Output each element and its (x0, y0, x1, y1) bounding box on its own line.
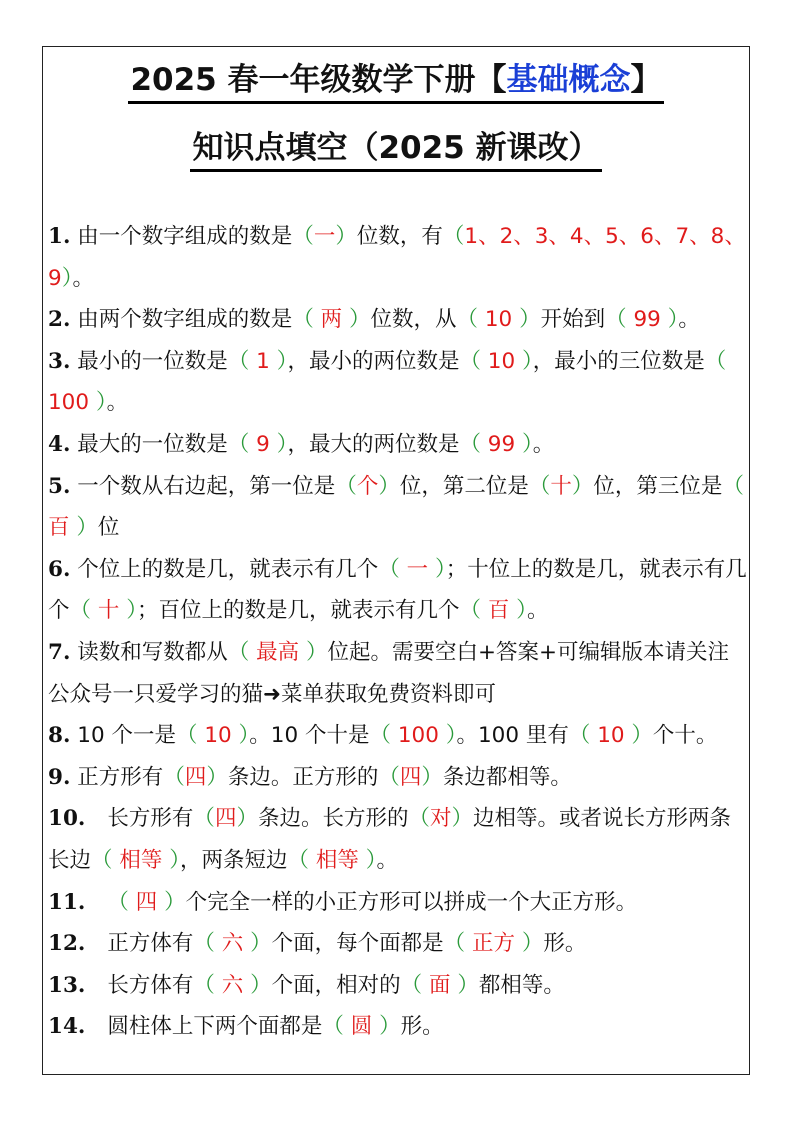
answer: 圆 (350, 1014, 373, 1040)
answer: 四 (135, 889, 158, 915)
question-text: 个完全一样的小正方形可以拼成一个大正方形。 (185, 889, 638, 915)
question-text: 都相等。 (478, 972, 565, 998)
question-number: 14. (48, 1014, 86, 1040)
question-8: 8. 10 个一是（ 10 ）。10 个十是（ 100 ）。100 里有（ 10 ）个十。 (48, 723, 718, 749)
answer: 10 (204, 723, 232, 749)
answer: 十 (97, 598, 120, 624)
title-suffix: 】 (630, 62, 662, 98)
question-6: 6. 个位上的数是几，就表示有几个（ 一 ）；十位上的数是几，就表示有几个（ 十 ）；百位上的数是几，就表示有几个（ 百 ）。 (48, 556, 747, 624)
question-text: 开始到 (540, 307, 606, 333)
question-number: 5. (48, 473, 71, 499)
question-text: ，最大的两位数是 (287, 431, 460, 457)
question-13: 13. 长方体有（ 六 ）个面，相对的（ 面 ）都相等。 (48, 972, 565, 998)
question-12: 12. 正方体有（ 六 ）个面，每个面都是（ 正方 ）形。 (48, 931, 587, 957)
question-number: 8. (48, 723, 71, 749)
question-text: 由两个数字组成的数是 (77, 307, 293, 333)
answer: 一 (313, 224, 336, 249)
question-9: 9. 正方形有（四）条边。正方形的（四）条边都相等。 (48, 764, 572, 790)
answer: 10 (484, 307, 513, 333)
title-prefix: 2025 春一年级数学下册【 (130, 62, 507, 98)
answer: 99 (487, 431, 516, 457)
answer: 1、2、3、4、5、6、7、8、9 (48, 224, 746, 291)
answer: 两 (320, 307, 343, 333)
answer: 四 (214, 806, 237, 832)
question-text: 边相等。或者说长方形两条长边 (48, 806, 732, 873)
question-7: 7. 读数和写数都从（ 最高 ）位起。需要空白+答案+可编辑版本请关注公众号一只爱学习的猫➜菜单获取免费资料即可 (48, 639, 730, 707)
question-number: 4. (48, 431, 71, 457)
question-number: 1. (48, 224, 71, 249)
answer: 最高 (256, 639, 300, 665)
question-text: 最小的一位数是 (77, 348, 228, 374)
question-1: 1. 由一个数字组成的数是（一）位数，有（1、2、3、4、5、6、7、8、9）。 (48, 224, 746, 291)
question-text: 条边都相等。 (442, 764, 572, 790)
answer: 一 (406, 556, 429, 582)
answer: 100 (397, 723, 439, 749)
answer: 十 (550, 473, 572, 499)
question-number: 13. (48, 972, 86, 998)
question-text: 形。 (400, 1014, 444, 1040)
answer: 10 (487, 348, 516, 374)
question-number: 3. (48, 348, 71, 374)
question-number: 6. (48, 556, 71, 582)
answer: 百 (48, 515, 70, 541)
question-text: 。 (526, 598, 549, 624)
question-text: ，最小的两位数是 (287, 348, 460, 374)
question-5: 5. 一个数从右边起，第一位是（个）位，第二位是（十）位，第三位是（ 百 ）位 (48, 473, 744, 541)
question-11: 11. （ 四 ）个完全一样的小正方形可以拼成一个大正方形。 (48, 889, 638, 915)
question-text: 位数，有 (356, 224, 443, 249)
question-text: 个位上的数是几，就表示有几个 (77, 556, 379, 582)
answer: 面 (428, 972, 451, 998)
question-text: ；百位上的数是几，就表示有几个 (136, 598, 460, 624)
question-10: 10. 长方形有（四）条边。长方形的（对）边相等。或者说长方形两条长边（ 相等 ），两条短边（ 相等 ）。 (48, 806, 732, 873)
answer: 六 (221, 931, 244, 957)
question-number: 10. (48, 806, 86, 832)
question-list (48, 216, 748, 1048)
question-text: 10 个一是 (77, 723, 176, 749)
question-text: 位，第二位是 (399, 473, 529, 499)
answer: 对 (430, 806, 452, 832)
question-text: 。 (106, 390, 129, 416)
question-text: 。10 个十是 (249, 723, 370, 749)
question-2: 2. 由两个数字组成的数是（ 两 ）位数，从（ 10 ）开始到（ 99 ）。 (48, 307, 700, 333)
answer: 9 (256, 431, 270, 457)
question-4: 4. 最大的一位数是（ 9 ），最大的两位数是（ 99 ）。 (48, 431, 555, 457)
question-text: 条边。长方形的 (257, 806, 409, 832)
title-highlight: 基础概念 (506, 62, 631, 98)
question-text: 长方体有 (107, 972, 194, 998)
question-text: 个面，每个面都是 (271, 931, 444, 957)
question-text: ，最小的三位数是 (532, 348, 705, 374)
question-text: 条边。正方形的 (227, 764, 379, 790)
question-number: 9. (48, 764, 71, 790)
question-text: 正方体有 (107, 931, 194, 957)
question-text: 。 (678, 307, 700, 333)
question-14: 14. 圆柱体上下两个面都是（ 圆 ）形。 (48, 1014, 444, 1040)
answer: 百 (487, 598, 510, 624)
question-text: 。 (376, 847, 398, 873)
question-number: 2. (48, 307, 71, 333)
question-text: 位，第三位是 (593, 473, 723, 499)
question-text: 个面，相对的 (271, 972, 401, 998)
question-text: 长方形有 (107, 806, 194, 832)
answer: 10 (597, 723, 625, 749)
question-text: 。 (532, 431, 555, 457)
question-text: 位数，从 (370, 307, 457, 333)
question-text: 个十。 (652, 723, 718, 749)
answer: 1 (256, 348, 270, 374)
question-text: 最大的一位数是 (77, 431, 228, 457)
question-text: ，两条短边 (179, 847, 288, 873)
question-text: 。 (72, 265, 94, 291)
answer: 相等 (315, 847, 359, 873)
question-text: 一个数从右边起，第一位是 (77, 473, 336, 499)
answer: 正方 (471, 931, 515, 957)
question-text: 位 (97, 515, 120, 541)
answer: 相等 (119, 847, 163, 873)
subtitle: 知识点填空（2025 新课改） (190, 128, 601, 172)
question-number: 7. (48, 639, 71, 665)
question-text: 位起。需要空白+答案+可编辑版本请关注公众号一只爱学习的猫➜菜单获取免费资料即可 (48, 639, 730, 707)
answer: 六 (221, 972, 244, 998)
title-line-1 (42, 60, 750, 104)
question-text: 。100 里有 (456, 723, 569, 749)
answer: 99 (633, 307, 661, 333)
question-number: 12. (48, 931, 86, 957)
answer: 100 (48, 390, 90, 416)
answer: 四 (399, 764, 422, 790)
question-text: 正方形有 (77, 764, 164, 790)
question-text: ；十位上的数是几，就表示有几个 (48, 556, 747, 624)
question-text: 读数和写数都从 (77, 639, 228, 665)
title-line-2 (42, 128, 750, 172)
question-number: 11. (48, 889, 86, 915)
question-text: 由一个数字组成的数是 (77, 224, 293, 249)
question-3: 3. 最小的一位数是（ 1 ），最小的两位数是（ 10 ），最小的三位数是（ 100 ）。 (48, 348, 727, 416)
question-text: 形。 (543, 931, 587, 957)
answer: 四 (184, 764, 207, 790)
question-text: 圆柱体上下两个面都是 (107, 1014, 323, 1040)
answer: 个 (356, 473, 379, 499)
